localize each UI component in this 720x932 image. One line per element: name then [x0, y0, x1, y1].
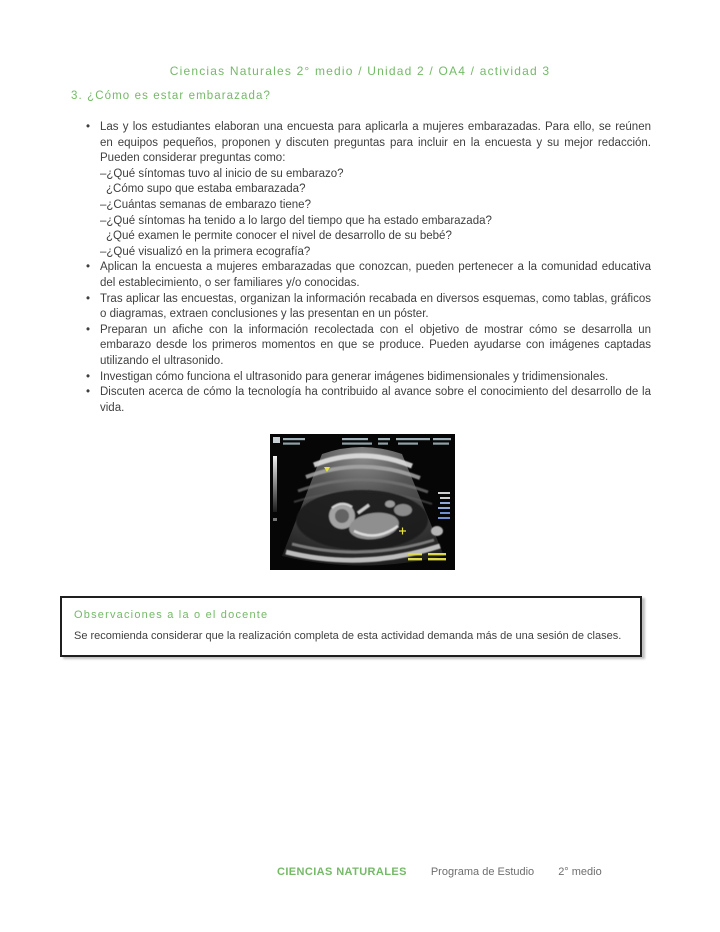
bullet-text: Preparan un afiche con la información recolectada con el objetivo de mostrar cómo se desarrolla un embarazo desde los primeros momentos en que se produce. Pueden ayudarse con imágenes captadas utilizando el ultrasonido.: [100, 323, 651, 367]
footer-grade: 2° medio: [558, 866, 602, 878]
sub-question: –¿Qué síntomas ha tenido a lo largo del tiempo que ha estado embarazada?: [100, 214, 492, 227]
bullet-item: [100, 323, 651, 370]
ultrasound-image: [270, 434, 455, 570]
footer-subject: CIENCIAS NATURALES: [277, 866, 407, 878]
bullet-item: [100, 370, 651, 386]
bullet-text: Investigan cómo funciona el ultrasonido para generar imágenes bidimensionales y tridimensionales.: [100, 370, 609, 383]
sub-question: –¿Cuántas semanas de embarazo tiene?: [100, 198, 311, 211]
sub-question: ¿Cómo supo que estaba embarazada?: [106, 183, 306, 196]
bullet-item: [100, 120, 651, 260]
page-footer: [277, 866, 602, 878]
bullet-item: [100, 260, 651, 291]
activity-section-title: 3. ¿Cómo es estar embarazada?: [71, 90, 272, 102]
activity-content: [85, 120, 651, 416]
footer-program: Programa de Estudio: [430, 866, 535, 878]
observations-body: Se recomienda considerar que la realización completa de esta actividad demanda más de una sesión de clases.: [74, 630, 622, 642]
observations-title: Observaciones a la o el docente: [74, 609, 269, 621]
bullet-text: Las y los estudiantes elaboran una encuesta para aplicarla a mujeres embarazadas. Para ello, se reúnen en equipos pequeños, proponen y discuten preguntas para incluir en la encuesta y su mejor redacción. Pueden considerar preguntas como:: [100, 121, 651, 165]
activity-bullet-list: [85, 120, 651, 416]
bullet-text: Tras aplicar las encuestas, organizan la información recabada en diversos esquemas, como tablas, gráficos o diagramas, extraen conclusiones y las presentan en un póster.: [100, 292, 651, 321]
sub-question: ¿Qué examen le permite conocer el nivel de desarrollo de su bebé?: [106, 230, 452, 243]
document-breadcrumb-title: Ciencias Naturales 2° medio / Unidad 2 / OA4 / actividad 3: [169, 64, 551, 78]
bullet-text: Discuten acerca de cómo la tecnología ha contribuido al avance sobre el conocimiento del desarrollo de la vida.: [100, 386, 651, 414]
teacher-observations-box: [60, 596, 642, 657]
ultrasound-sonogram-graphic: [270, 434, 455, 570]
bullet-text: Aplican la encuesta a mujeres embarazadas que conozcan, pueden pertenecer a la comunidad educativa del establecimiento, o ser familiares y/o conocidas.: [100, 261, 651, 289]
sub-question: –¿Qué síntomas tuvo al inicio de su embarazo?: [100, 167, 344, 180]
bullet-item: [100, 385, 651, 416]
bullet-item: [100, 292, 651, 323]
sub-question: –¿Qué visualizó en la primera ecografía?: [100, 245, 311, 258]
